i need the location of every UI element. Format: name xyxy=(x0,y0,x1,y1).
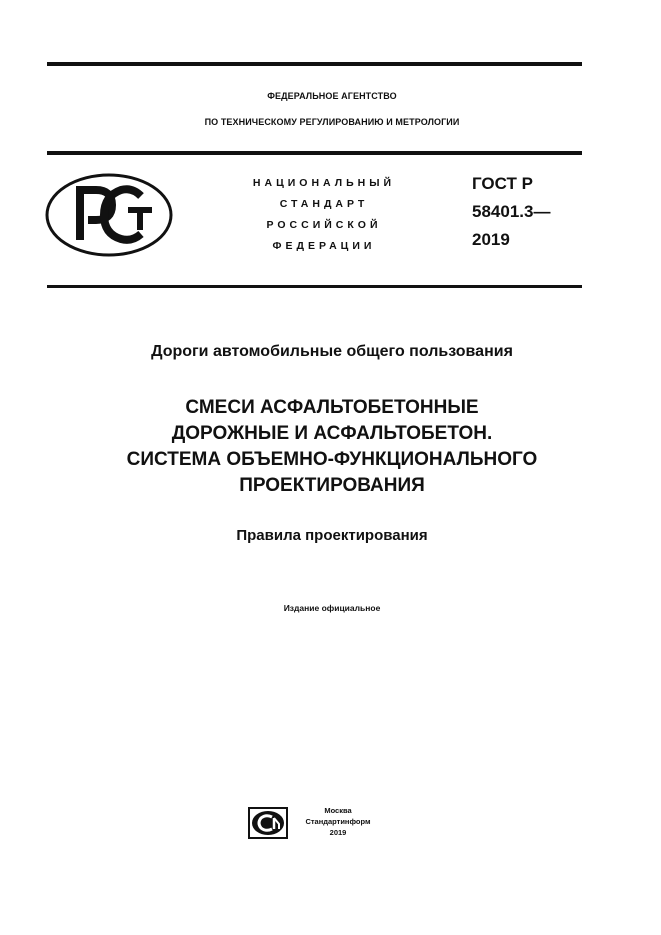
bottom-rule xyxy=(47,285,582,288)
edition-label: Издание официальное xyxy=(283,603,381,613)
publisher-year: 2019 xyxy=(329,828,347,837)
standard-line4: ФЕДЕРАЦИИ xyxy=(272,240,376,252)
agency-name-line2: ПО ТЕХНИЧЕСКОМУ РЕГУЛИРОВАНИЮ И МЕТРОЛОГИИ xyxy=(204,117,460,127)
gost-line3: 2019 xyxy=(472,230,510,249)
document-subject: Дороги автомобильные общего пользования xyxy=(151,343,513,360)
gost-number xyxy=(472,170,550,254)
gost-line2: 58401.3— xyxy=(472,202,551,221)
standartinform-logo-icon xyxy=(248,807,288,839)
title-line4: ПРОЕКТИРОВАНИЯ xyxy=(239,475,425,496)
title-line1: СМЕСИ АСФАЛЬТОБЕТОННЫЕ xyxy=(185,397,479,418)
document-title xyxy=(47,395,617,499)
rst-certification-logo-icon xyxy=(44,172,174,258)
title-line2: ДОРОЖНЫЕ И АСФАЛЬТОБЕТОН. xyxy=(171,423,493,444)
standard-line3: РОССИЙСКОЙ xyxy=(266,219,382,231)
standard-line1: НАЦИОНАЛЬНЫЙ xyxy=(252,177,396,189)
national-standard-label xyxy=(218,173,430,257)
title-line3: СИСТЕМА ОБЪЕМНО-ФУНКЦИОНАЛЬНОГО xyxy=(126,449,538,470)
gost-line1: ГОСТ Р xyxy=(472,174,533,193)
agency-name-line1: ФЕДЕРАЛЬНОЕ АГЕНТСТВО xyxy=(267,91,397,101)
publisher-name: Стандартинформ xyxy=(305,817,371,826)
document-subtitle: Правила проектирования xyxy=(236,527,428,544)
top-rule xyxy=(47,62,582,66)
publisher-info xyxy=(294,805,382,838)
middle-rule xyxy=(47,151,582,155)
standard-line2: СТАНДАРТ xyxy=(279,198,369,210)
publisher-city: Москва xyxy=(324,806,352,815)
